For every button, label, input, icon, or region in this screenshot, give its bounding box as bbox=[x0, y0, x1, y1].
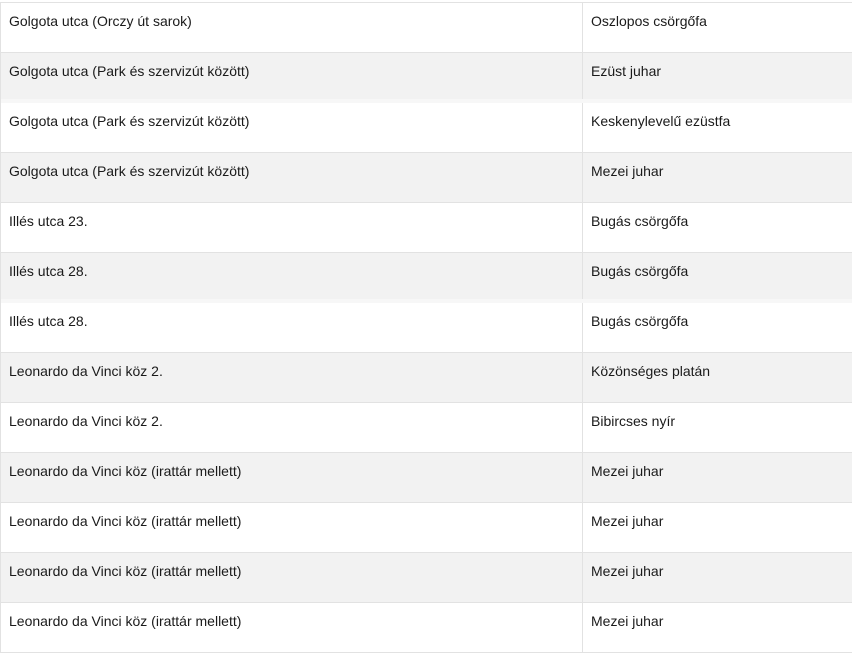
location-cell[interactable]: Golgota utca (Park és szervizút között) bbox=[1, 53, 583, 99]
species-cell[interactable]: Mezei juhar bbox=[591, 463, 664, 479]
table-row[interactable] bbox=[1, 203, 852, 253]
table-row[interactable] bbox=[1, 553, 852, 603]
table-row[interactable] bbox=[1, 253, 852, 303]
table-row[interactable] bbox=[1, 353, 852, 403]
species-cell[interactable]: Közönséges platán bbox=[591, 363, 711, 379]
species-cell[interactable]: Bugás csörgőfa bbox=[591, 313, 689, 329]
table-row[interactable] bbox=[1, 303, 852, 353]
species-cell[interactable]: Keskenylevelű ezüstfa bbox=[591, 113, 731, 129]
species-cell[interactable]: Mezei juhar bbox=[591, 563, 664, 579]
location-cell[interactable]: Golgota utca (Park és szervizút között) bbox=[1, 153, 583, 202]
species-cell[interactable]: Bugás csörgőfa bbox=[591, 263, 689, 279]
species-cell[interactable]: Mezei juhar bbox=[591, 163, 664, 179]
table-row[interactable] bbox=[1, 103, 852, 153]
species-cell[interactable]: Mezei juhar bbox=[591, 513, 664, 529]
location-cell[interactable]: Golgota utca (Orczy út sarok) bbox=[1, 3, 583, 52]
location-cell[interactable]: Leonardo da Vinci köz (irattár mellett) bbox=[1, 503, 583, 552]
table-row[interactable] bbox=[1, 603, 852, 653]
table-row[interactable] bbox=[1, 403, 852, 453]
location-cell[interactable]: Illés utca 28. bbox=[1, 303, 583, 352]
species-cell[interactable]: Oszlopos csörgőfa bbox=[591, 13, 707, 29]
location-cell[interactable]: Leonardo da Vinci köz 2. bbox=[1, 403, 583, 452]
location-cell[interactable]: Illés utca 28. bbox=[1, 253, 583, 299]
location-cell[interactable]: Leonardo da Vinci köz 2. bbox=[1, 353, 583, 402]
species-cell[interactable]: Bugás csörgőfa bbox=[591, 213, 689, 229]
location-cell[interactable]: Illés utca 23. bbox=[1, 203, 583, 252]
species-cell[interactable]: Bibircses nyír bbox=[591, 413, 676, 429]
location-cell[interactable]: Golgota utca (Park és szervizút között) bbox=[1, 103, 583, 152]
table-row[interactable] bbox=[1, 153, 852, 203]
tree-table bbox=[0, 2, 852, 653]
species-cell[interactable]: Ezüst juhar bbox=[591, 63, 662, 79]
table-row[interactable] bbox=[1, 53, 852, 103]
species-cell[interactable]: Mezei juhar bbox=[591, 613, 664, 629]
location-cell[interactable]: Leonardo da Vinci köz (irattár mellett) bbox=[1, 553, 583, 602]
table-row[interactable] bbox=[1, 503, 852, 553]
table-row[interactable] bbox=[1, 3, 852, 53]
location-cell[interactable]: Leonardo da Vinci köz (irattár mellett) bbox=[1, 453, 583, 502]
location-cell[interactable]: Leonardo da Vinci köz (irattár mellett) bbox=[1, 603, 583, 652]
table-row[interactable] bbox=[1, 453, 852, 503]
